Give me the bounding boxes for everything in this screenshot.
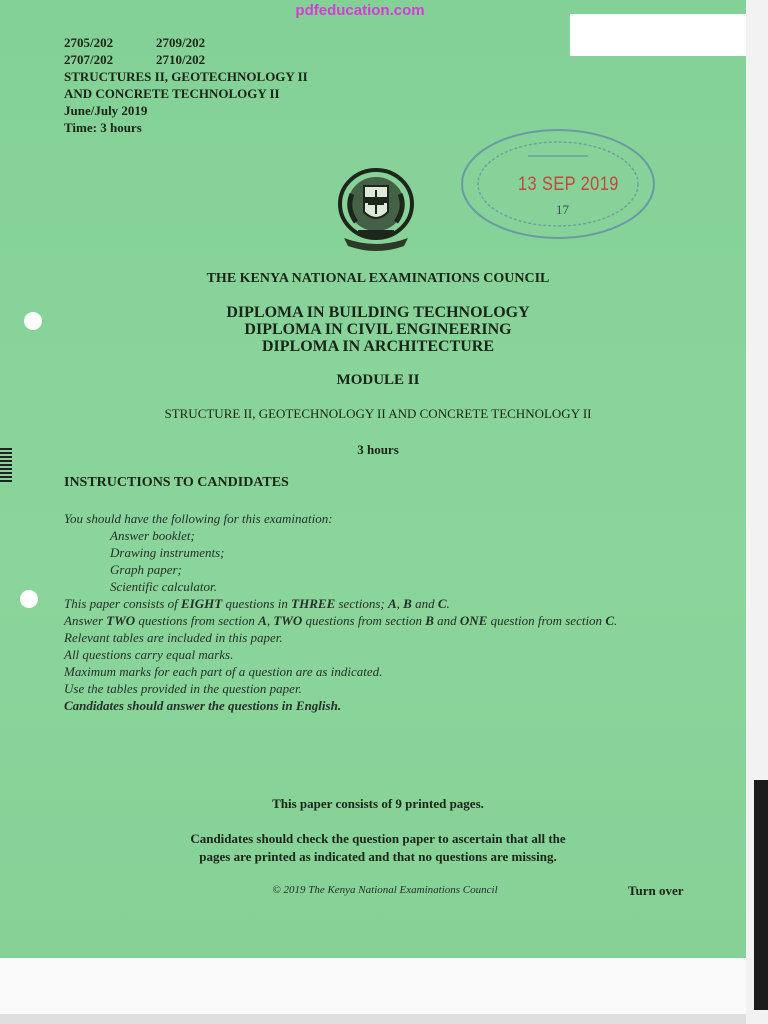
instruction-line: Use the tables provided in the question paper. <box>64 681 302 696</box>
instruction-sections: This paper consists of EIGHT questions in THREE sections; A, B and C. <box>64 596 450 611</box>
instructions-intro: You should have the following for this examination: <box>64 511 333 526</box>
turn-over: Turn over <box>628 883 684 898</box>
stamp-date: 13 SEP 2019 <box>518 174 619 195</box>
instruction-line: Maximum marks for each part of a question are as indicated. <box>64 664 383 679</box>
paper-code: 2705/202 <box>64 35 114 50</box>
paper-code: 2709/202 <box>156 35 206 50</box>
instructions-list <box>64 510 664 714</box>
required-item: Answer booklet; <box>110 528 195 543</box>
instruction-answer: Answer TWO questions from section A, TWO questions from section B and ONE question from section C. <box>64 613 618 628</box>
paper-header <box>64 34 308 136</box>
coat-of-arms-icon <box>334 164 418 254</box>
diploma-titles <box>0 304 756 355</box>
check-note-line: Candidates should check the question paper to ascertain that all the <box>190 831 566 846</box>
paper-subject-line: AND CONCRETE TECHNOLOGY II <box>64 86 280 101</box>
instruction-english: Candidates should answer the questions in English. <box>64 698 342 713</box>
check-note-line: pages are printed as indicated and that no questions are missing. <box>199 849 557 864</box>
module-title: MODULE II <box>336 372 420 388</box>
required-item: Drawing instruments; <box>110 545 225 560</box>
required-item: Scientific calculator. <box>110 579 217 594</box>
stamp-number: 17 <box>556 202 569 217</box>
punch-hole <box>20 590 38 608</box>
paper-codes <box>64 34 308 68</box>
subject-title: STRUCTURE II, GEOTECHNOLOGY II AND CONCRETE TECHNOLOGY II <box>164 406 592 421</box>
paper-time: Time: 3 hours <box>64 120 142 135</box>
check-note <box>0 830 756 866</box>
paper-session: June/July 2019 <box>64 103 148 118</box>
duration: 3 hours <box>357 442 399 457</box>
redaction-box <box>570 14 746 56</box>
instruction-line: Relevant tables are included in this paper. <box>64 630 283 645</box>
scan-edge-bottom <box>0 958 746 1024</box>
instruction-line: All questions carry equal marks. <box>64 647 234 662</box>
paper-code: 2707/202 <box>64 52 114 67</box>
required-item: Graph paper; <box>110 562 182 577</box>
paper-code: 2710/202 <box>156 52 206 67</box>
page-count-note: This paper consists of 9 printed pages. <box>272 796 484 811</box>
scan-edge-right <box>746 0 768 1024</box>
diploma-title: DIPLOMA IN BUILDING TECHNOLOGY <box>226 304 530 321</box>
copyright: © 2019 The Kenya National Examinations Council <box>272 884 498 896</box>
council-name: THE KENYA NATIONAL EXAMINATIONS COUNCIL <box>206 271 550 286</box>
diploma-title: DIPLOMA IN CIVIL ENGINEERING <box>244 321 512 338</box>
paper-subject-line: STRUCTURES II, GEOTECHNOLOGY II <box>64 69 308 84</box>
watermark-link[interactable]: pdfeducation.com <box>295 2 425 19</box>
instructions-title: INSTRUCTIONS TO CANDIDATES <box>64 475 289 490</box>
diploma-title: DIPLOMA IN ARCHITECTURE <box>261 338 495 355</box>
